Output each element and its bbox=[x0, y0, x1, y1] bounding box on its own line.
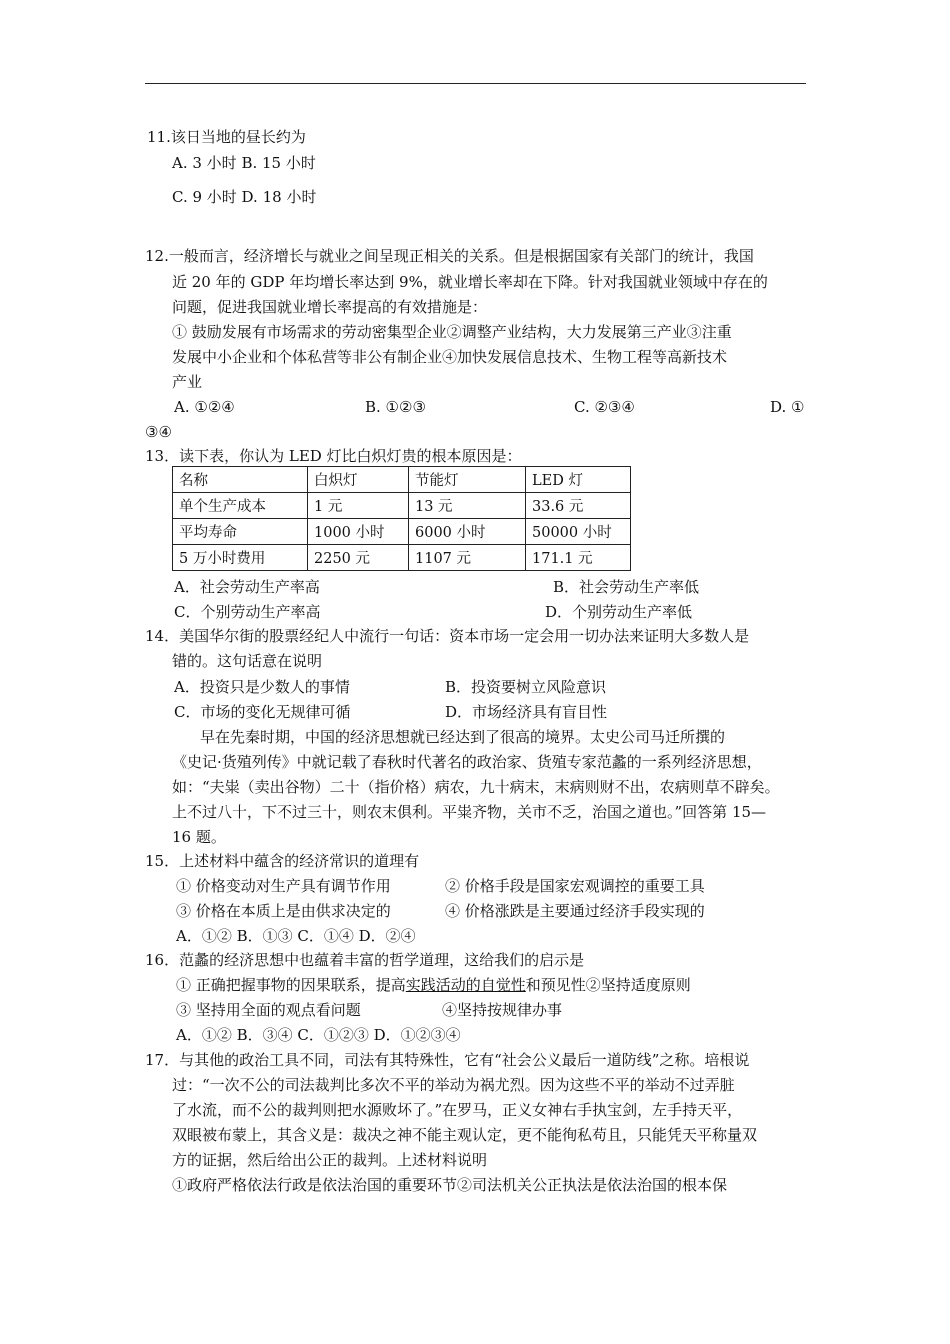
material-line5: 16 题。 bbox=[172, 828, 226, 846]
q12-line5: 发展中小企业和个体私营等非公有制企业④加快发展信息技术、生物工程等高新技术 bbox=[172, 348, 728, 366]
table-cell: 33.6 元 bbox=[526, 493, 631, 519]
q14-line2: 错的。这句话意在说明 bbox=[172, 652, 323, 670]
q14-option-b: B．投资要树立风险意识 bbox=[445, 678, 607, 696]
q15-item4: ④ 价格涨跌是主要通过经济手段实现的 bbox=[445, 902, 705, 920]
table-header-cell: 名称 bbox=[173, 467, 308, 493]
table-cell: 平均寿命 bbox=[173, 519, 308, 545]
table-cell: 2250 元 bbox=[308, 545, 409, 571]
table-row bbox=[173, 519, 631, 545]
q12-option-b: B. ①②③ bbox=[365, 398, 426, 416]
q16-item1-underlined: 实践活动的自觉性 bbox=[405, 976, 526, 994]
q17-line6: ①政府严格依法行政是依法治国的重要环节②司法机关公正执法是依法治国的根本保 bbox=[172, 1176, 728, 1194]
table-cell: 单个生产成本 bbox=[173, 493, 308, 519]
q12-option-d: D. ① bbox=[770, 398, 805, 416]
q14-line1: 14．美国华尔街的股票经纪人中流行一句话：资本市场一定会用一切办法来证明大多数人是 bbox=[145, 627, 750, 645]
table-row bbox=[173, 493, 631, 519]
q16-item1-pre: ① 正确把握事物的因果联系，提高 bbox=[176, 976, 406, 994]
q12-line1: 12.一般而言，经济增长与就业之间呈现正相关的关系。但是根据国家有关部门的统计，我国 bbox=[145, 247, 754, 265]
q13-stem: 13．读下表，你认为 LED 灯比白炽灯贵的根本原因是： bbox=[145, 447, 522, 465]
q12-option-c: C. ②③④ bbox=[574, 398, 635, 416]
table-header-cell: 节能灯 bbox=[409, 467, 526, 493]
q13-option-a: A．社会劳动生产率高 bbox=[174, 578, 320, 596]
material-line2: 《史记·货殖列传》中就记载了春秋时代著名的政治家、货殖专家范蠡的一系列经济思想， bbox=[172, 753, 762, 771]
q16-options: A．①② B．③④ C．①②③ D．①②③④ bbox=[176, 1026, 461, 1044]
table-cell: 6000 小时 bbox=[409, 519, 526, 545]
material-line1: 早在先秦时期，中国的经济思想就已经达到了很高的境界。太史公司马迁所撰的 bbox=[200, 728, 726, 746]
q14-option-d: D．市场经济具有盲目性 bbox=[445, 703, 608, 721]
q17-line1: 17．与其他的政治工具不同，司法有其特殊性，它有“社会公义最后一道防线”之称。培根说 bbox=[145, 1051, 750, 1069]
q16-item1 bbox=[176, 975, 691, 995]
material-line4: 上不过八十，下不过三十，则农末俱利。平粜齐物，关市不乏，治国之道也。”回答第 15— bbox=[172, 803, 767, 821]
lamp-comparison-table bbox=[172, 466, 631, 571]
q12-line3: 问题，促进我国就业增长率提高的有效措施是： bbox=[172, 298, 488, 316]
table-row bbox=[173, 545, 631, 571]
table-header-cell: LED 灯 bbox=[526, 467, 631, 493]
q12-line6: 产业 bbox=[172, 373, 203, 391]
q16-item3: ③ 坚持用全面的观点看问题 bbox=[176, 1001, 361, 1019]
q16-stem: 16．范蠡的经济思想中也蕴着丰富的哲学道理，这给我们的启示是 bbox=[145, 951, 585, 969]
q17-line5: 方的证据，然后给出公正的裁判。上述材料说明 bbox=[172, 1151, 488, 1169]
table-cell: 1000 小时 bbox=[308, 519, 409, 545]
q11-options-row1: A. 3 小时 B. 15 小时 bbox=[172, 154, 316, 172]
header-rule bbox=[145, 83, 806, 84]
table-header-row bbox=[173, 467, 631, 493]
q15-stem: 15．上述材料中蕴含的经济常识的道理有 bbox=[145, 852, 420, 870]
q13-option-d: D．个别劳动生产率低 bbox=[545, 603, 693, 621]
q15-item1: ① 价格变动对生产具有调节作用 bbox=[176, 877, 391, 895]
table-cell: 171.1 元 bbox=[526, 545, 631, 571]
table-cell: 13 元 bbox=[409, 493, 526, 519]
q13-option-c: C．个别劳动生产率高 bbox=[174, 603, 321, 621]
q17-line3: 了水流，而不公的裁判则把水源败坏了。”在罗马，正义女神右手执宝剑，左手持天平， bbox=[172, 1101, 743, 1119]
q16-item1-post: 和预见性②坚持适度原则 bbox=[525, 976, 691, 994]
q16-item4: ④坚持按规律办事 bbox=[442, 1001, 563, 1019]
table-cell: 5 万小时费用 bbox=[173, 545, 308, 571]
q15-options: A．①② B．①③ C．①④ D．②④ bbox=[176, 927, 416, 945]
q12-option-a: A. ①②④ bbox=[174, 398, 235, 416]
table-header-cell: 白炽灯 bbox=[308, 467, 409, 493]
q15-item2: ② 价格手段是国家宏观调控的重要工具 bbox=[445, 877, 705, 895]
q15-item3: ③ 价格在本质上是由供求决定的 bbox=[176, 902, 391, 920]
table-cell: 50000 小时 bbox=[526, 519, 631, 545]
q13-option-b: B．社会劳动生产率低 bbox=[553, 578, 700, 596]
q17-line2: 过：“一次不公的司法裁判比多次不平的举动为祸尤烈。因为这些不平的举动不过弄脏 bbox=[172, 1076, 735, 1094]
table-cell: 1107 元 bbox=[409, 545, 526, 571]
table-cell: 1 元 bbox=[308, 493, 409, 519]
q12-option-d-wrap: ③④ bbox=[145, 423, 172, 441]
q17-line4: 双眼被布蒙上，其含义是：裁决之神不能主观认定，更不能徇私苟且，只能凭天平称量双 bbox=[172, 1126, 758, 1144]
material-line3: 如：“夫粜（卖出谷物）二十（指价格）病农，九十病末，末病则财不出，农病则草不辟矣。 bbox=[172, 778, 780, 796]
q14-option-a: A．投资只是少数人的事情 bbox=[174, 678, 350, 696]
q11-stem: 11.该日当地的昼长约为 bbox=[147, 128, 306, 146]
q12-line2: 近 20 年的 GDP 年均增长率达到 9%，就业增长率却在下降。针对我国就业领域中存在的 bbox=[172, 273, 768, 291]
q11-options-row2: C. 9 小时 D. 18 小时 bbox=[172, 188, 317, 206]
q12-line4: ① 鼓励发展有市场需求的劳动密集型企业②调整产业结构，大力发展第三产业③注重 bbox=[172, 323, 732, 341]
q14-option-c: C．市场的变化无规律可循 bbox=[174, 703, 351, 721]
